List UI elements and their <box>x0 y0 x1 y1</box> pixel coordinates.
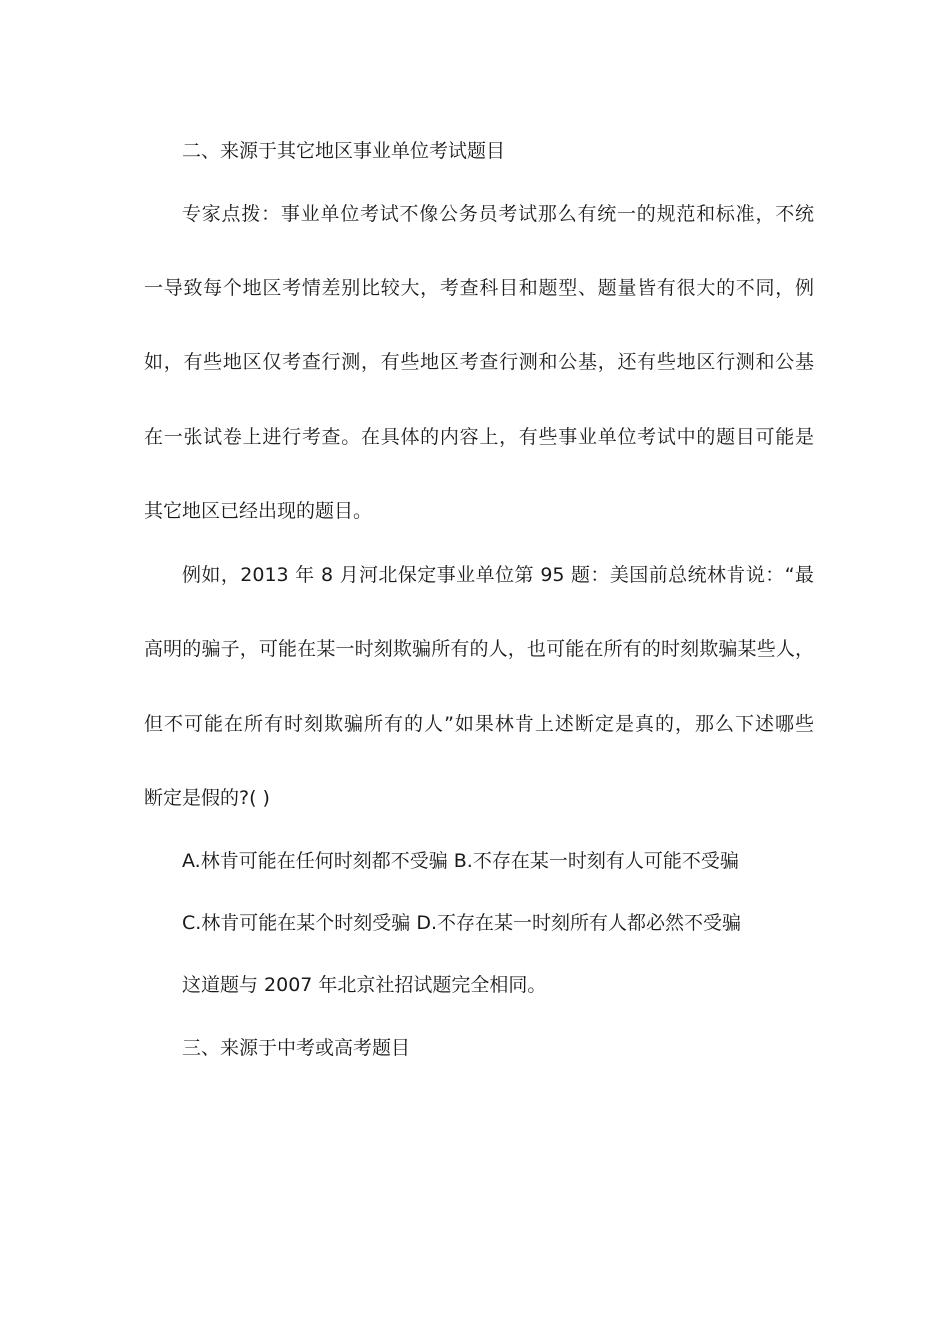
paragraph-1-line-5: 其它地区已经出现的题目。 <box>144 500 373 522</box>
options-line-2: C.林肯可能在某个时刻受骗 D.不存在某一时刻所有人都必然不受骗 <box>182 912 742 934</box>
paragraph-2-line-1: 例如，2013 年 8 月河北保定事业单位第 95 题：美国前总统林肯说：“最 <box>182 564 814 586</box>
paragraph-1-line-4: 在一张试卷上进行考查。在具体的内容上，有些事业单位考试中的题目可能是 <box>144 426 814 448</box>
note-text: 这道题与 2007 年北京社招试题完全相同。 <box>182 974 547 996</box>
paragraph-1-line-1: 专家点拨：事业单位考试不像公务员考试那么有统一的规范和标准，不统 <box>182 203 814 225</box>
options-line-1: A.林肯可能在任何时刻都不受骗 B.不存在某一时刻有人可能不受骗 <box>182 850 739 872</box>
section-3-heading: 三、来源于中考或高考题目 <box>182 1037 411 1059</box>
paragraph-2-line-3: 但不可能在所有时刻欺骗所有的人”如果林肯上述断定是真的，那么下述哪些 <box>144 713 814 735</box>
paragraph-1-line-3: 如，有些地区仅考查行测，有些地区考查行测和公基，还有些地区行测和公基 <box>144 351 814 373</box>
section-2-heading: 二、来源于其它地区事业单位考试题目 <box>182 140 506 162</box>
paragraph-2-line-2: 高明的骗子，可能在某一时刻欺骗所有的人，也可能在所有的时刻欺骗某些人， <box>144 638 814 660</box>
paragraph-2-line-4: 断定是假的?( ) <box>144 787 270 809</box>
paragraph-1-line-2: 一导致每个地区考情差别比较大，考查科目和题型、题量皆有很大的不同，例 <box>144 277 814 299</box>
